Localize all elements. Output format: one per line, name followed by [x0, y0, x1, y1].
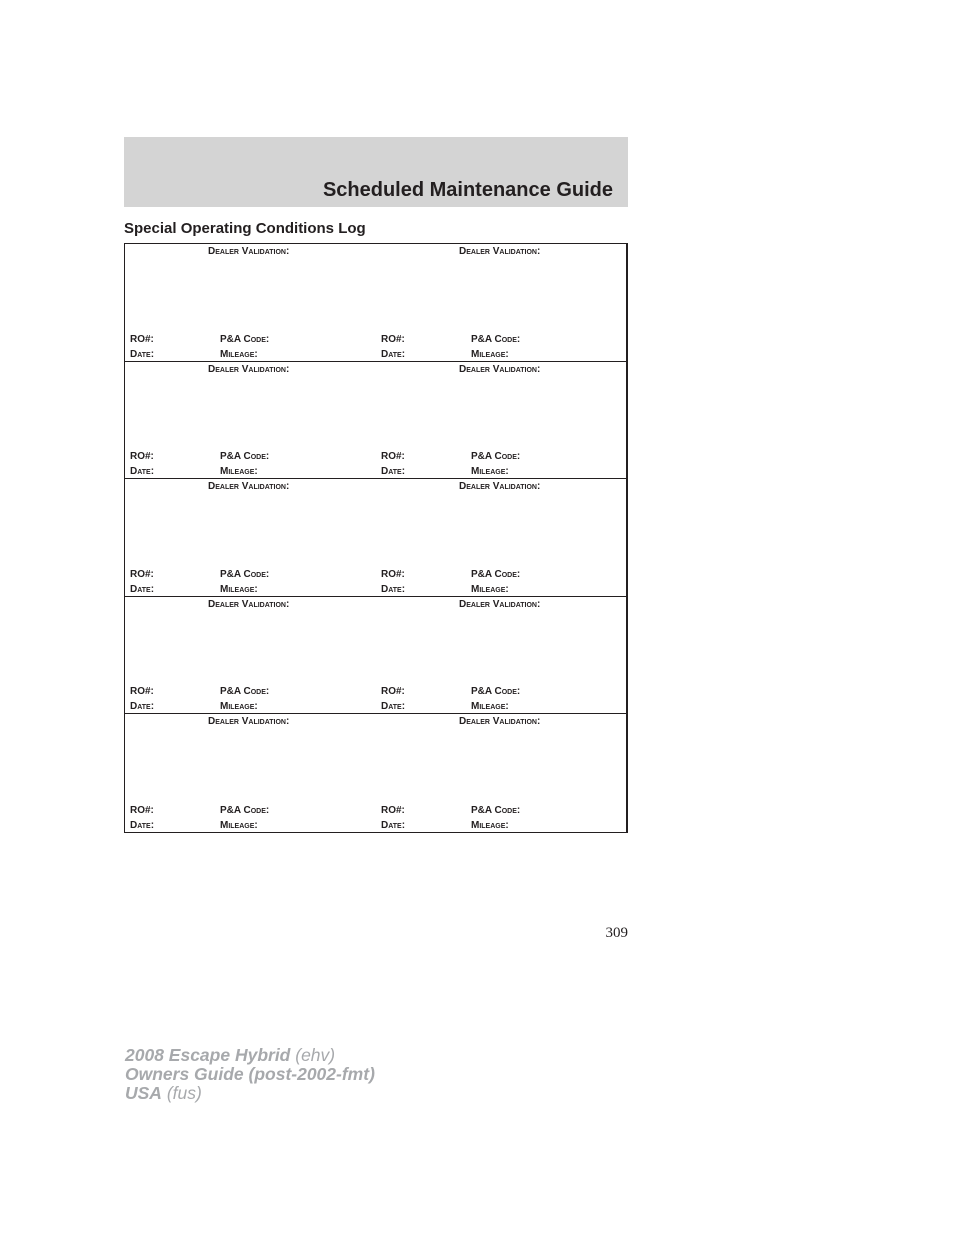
- date-label: Date:: [130, 701, 155, 713]
- log-entry-cell: [376, 714, 627, 832]
- section-title: Special Operating Conditions Log: [124, 220, 366, 237]
- ro-number-label: RO#:: [381, 686, 405, 698]
- document-footer: [125, 1046, 375, 1103]
- mileage-label: Mileage:: [471, 819, 509, 831]
- dealer-validation-label: Dealer Validation:: [459, 363, 541, 375]
- mileage-label: Mileage:: [220, 819, 258, 831]
- dealer-validation-label: Dealer Validation:: [459, 598, 541, 610]
- pa-code-label: P&A Code:: [471, 451, 521, 463]
- dealer-validation-label: Dealer Validation:: [208, 363, 290, 375]
- log-entry-cell: [125, 597, 376, 715]
- log-entry-cell: [376, 244, 627, 362]
- dealer-validation-label: Dealer Validation:: [459, 481, 541, 493]
- date-label: Date:: [381, 466, 406, 478]
- dealer-validation-label: Dealer Validation:: [459, 716, 541, 728]
- mileage-label: Mileage:: [220, 701, 258, 713]
- log-entry-cell: [376, 597, 627, 715]
- pa-code-label: P&A Code:: [471, 686, 521, 698]
- footer-market-code: (fus): [161, 1083, 202, 1103]
- dealer-validation-label: Dealer Validation:: [208, 716, 290, 728]
- mileage-label: Mileage:: [220, 348, 258, 360]
- ro-number-label: RO#:: [130, 451, 154, 463]
- dealer-validation-label: Dealer Validation:: [208, 481, 290, 493]
- date-label: Date:: [130, 583, 155, 595]
- chapter-title: Scheduled Maintenance Guide: [322, 179, 613, 201]
- date-label: Date:: [381, 583, 406, 595]
- header-band: [124, 137, 628, 207]
- pa-code-label: P&A Code:: [471, 333, 521, 345]
- pa-code-label: P&A Code:: [220, 568, 270, 580]
- date-label: Date:: [130, 466, 155, 478]
- ro-number-label: RO#:: [381, 804, 405, 816]
- ro-number-label: RO#:: [381, 333, 405, 345]
- dealer-validation-label: Dealer Validation:: [208, 246, 290, 257]
- page-number: 309: [605, 925, 628, 941]
- ro-number-label: RO#:: [130, 804, 154, 816]
- date-label: Date:: [381, 701, 406, 713]
- date-label: Date:: [130, 819, 155, 831]
- dealer-validation-label: Dealer Validation:: [208, 598, 290, 610]
- ro-number-label: RO#:: [381, 451, 405, 463]
- pa-code-label: P&A Code:: [220, 333, 270, 345]
- mileage-label: Mileage:: [471, 701, 509, 713]
- mileage-label: Mileage:: [220, 583, 258, 595]
- pa-code-label: P&A Code:: [471, 568, 521, 580]
- mileage-label: Mileage:: [220, 466, 258, 478]
- date-label: Date:: [130, 348, 155, 360]
- log-entry-cell: [125, 714, 376, 832]
- footer-line-1: [125, 1046, 375, 1065]
- dealer-validation-label: Dealer Validation:: [459, 246, 541, 257]
- mileage-label: Mileage:: [471, 466, 509, 478]
- log-entry-cell: [125, 244, 376, 362]
- footer-model: 2008 Escape Hybrid: [125, 1045, 291, 1065]
- mileage-label: Mileage:: [471, 348, 509, 360]
- date-label: Date:: [381, 819, 406, 831]
- log-entry-cell: [376, 479, 627, 597]
- ro-number-label: RO#:: [381, 568, 405, 580]
- pa-code-label: P&A Code:: [471, 804, 521, 816]
- log-entry-cell: [376, 362, 627, 480]
- log-entry-cell: [125, 479, 376, 597]
- ro-number-label: RO#:: [130, 333, 154, 345]
- maintenance-log-table: [124, 243, 628, 833]
- ro-number-label: RO#:: [130, 568, 154, 580]
- footer-guide: Owners Guide (post-2002-fmt): [125, 1064, 375, 1084]
- footer-line-3: [125, 1084, 375, 1103]
- pa-code-label: P&A Code:: [220, 451, 270, 463]
- pa-code-label: P&A Code:: [220, 804, 270, 816]
- ro-number-label: RO#:: [130, 686, 154, 698]
- footer-model-code: (ehv): [290, 1045, 336, 1065]
- log-entry-cell: [125, 362, 376, 480]
- date-label: Date:: [381, 348, 406, 360]
- footer-market: USA: [125, 1083, 162, 1103]
- pa-code-label: P&A Code:: [220, 686, 270, 698]
- footer-line-2: [125, 1065, 375, 1084]
- mileage-label: Mileage:: [471, 583, 509, 595]
